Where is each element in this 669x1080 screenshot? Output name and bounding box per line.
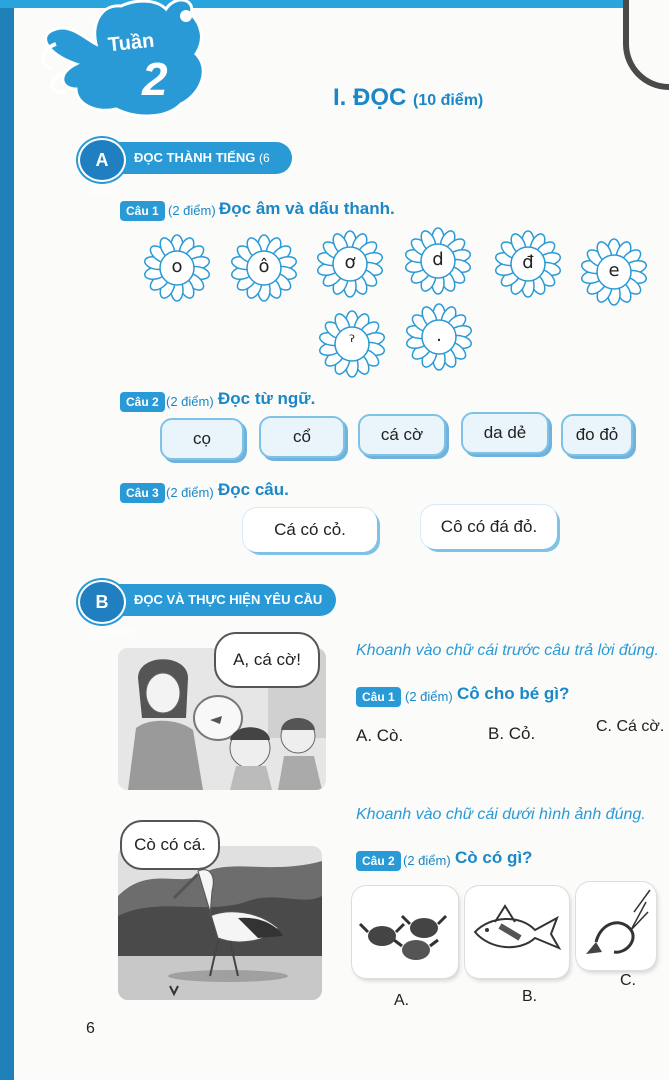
speech-bubble-1: A, cá cờ! — [214, 632, 320, 688]
b-q1-option-c: C. Cá cờ. — [596, 718, 665, 735]
book-spine — [0, 0, 14, 1080]
b-q2-points: (2 điểm) — [403, 853, 451, 868]
q3-points: (2 điểm) — [166, 485, 214, 500]
part-title-text: I. ĐỌC — [333, 84, 407, 111]
instruction-1: Khoanh vào chữ cái trước câu trả lời đúng. — [356, 642, 659, 659]
part-points: (10 điểm) — [413, 92, 484, 109]
flower-7 — [318, 310, 386, 378]
shrimp-option-card[interactable] — [576, 882, 656, 970]
word-box: đo đỏ — [561, 414, 633, 456]
part-title — [333, 84, 483, 112]
b-q2-tag: Câu 2 — [356, 851, 401, 871]
sentence-box: Cô có đá đỏ. — [421, 505, 557, 549]
q3-text: Đọc câu. — [218, 480, 289, 499]
word-box: cá cờ — [358, 414, 446, 456]
b-q2-text: Cò có gì? — [455, 848, 533, 867]
section-b-bar — [90, 584, 336, 639]
b-q1-option-b: B. Cỏ. — [488, 724, 536, 743]
flower-4 — [404, 227, 472, 295]
flower-char: ˀ — [348, 332, 356, 353]
flower-char: . — [436, 325, 442, 346]
flower-3 — [316, 230, 384, 298]
week-splash-icon — [16, 0, 216, 124]
q1-tag: Câu 1 — [120, 201, 165, 221]
section-b-points: (4 điểm) — [90, 625, 135, 639]
crab-icon — [352, 886, 458, 978]
section-b-badge: B — [78, 580, 126, 624]
flower-char: đ — [522, 252, 534, 273]
q2-tag: Câu 2 — [120, 392, 165, 412]
flower-2 — [230, 234, 298, 302]
b-q2-option-a: A. — [394, 992, 410, 1009]
flower-char: o — [171, 256, 183, 277]
b-q1-tag: Câu 1 — [356, 687, 401, 707]
b-q1-points: (2 điểm) — [405, 689, 453, 704]
fish-option-card[interactable] — [465, 886, 569, 978]
section-a-badge: A — [78, 138, 126, 182]
q1-points: (2 điểm) — [168, 203, 216, 218]
shrimp-icon — [576, 882, 656, 970]
b-q2-option-c: C. — [620, 972, 636, 989]
word-box: cổ — [259, 416, 345, 458]
b-q2-option-b: B. — [522, 988, 538, 1005]
b-q1-text: Cô cho bé gì? — [457, 684, 570, 703]
flower-char: ô — [258, 256, 270, 277]
week-label: Tuần — [106, 29, 156, 57]
week-number: 2 — [142, 53, 168, 105]
q2-points: (2 điểm) — [166, 394, 214, 409]
instruction-2: Khoanh vào chữ cái dưới hình ảnh đúng. — [356, 806, 646, 823]
speech-bubble-2: Cò có cá. — [120, 820, 220, 870]
flower-1 — [143, 234, 211, 302]
flower-char: d — [432, 249, 444, 270]
word-box: da dẻ — [461, 412, 549, 454]
word-box: cọ — [160, 418, 244, 460]
q1-text: Đọc âm và dấu thanh. — [219, 199, 395, 218]
b-q1-option-a: A. Cò. — [356, 726, 404, 745]
flower-6 — [580, 238, 648, 306]
section-b-title: ĐỌC VÀ THỰC HIỆN YÊU CẦU — [134, 592, 323, 607]
flower-char: ơ — [344, 252, 356, 273]
flower-char: e — [608, 260, 620, 281]
flower-8 — [405, 303, 473, 371]
crab-option-card[interactable] — [352, 886, 458, 978]
section-a-title: ĐỌC THÀNH TIẾNG — [134, 150, 256, 165]
page-number: 6 — [86, 1020, 95, 1037]
sentence-box: Cá có cỏ. — [243, 508, 377, 552]
section-a-points: (6 điểm) — [90, 151, 270, 197]
fish-icon — [465, 886, 569, 978]
q2-text: Đọc từ ngữ. — [218, 389, 316, 408]
flower-5 — [494, 230, 562, 298]
q3-tag: Câu 3 — [120, 483, 165, 503]
